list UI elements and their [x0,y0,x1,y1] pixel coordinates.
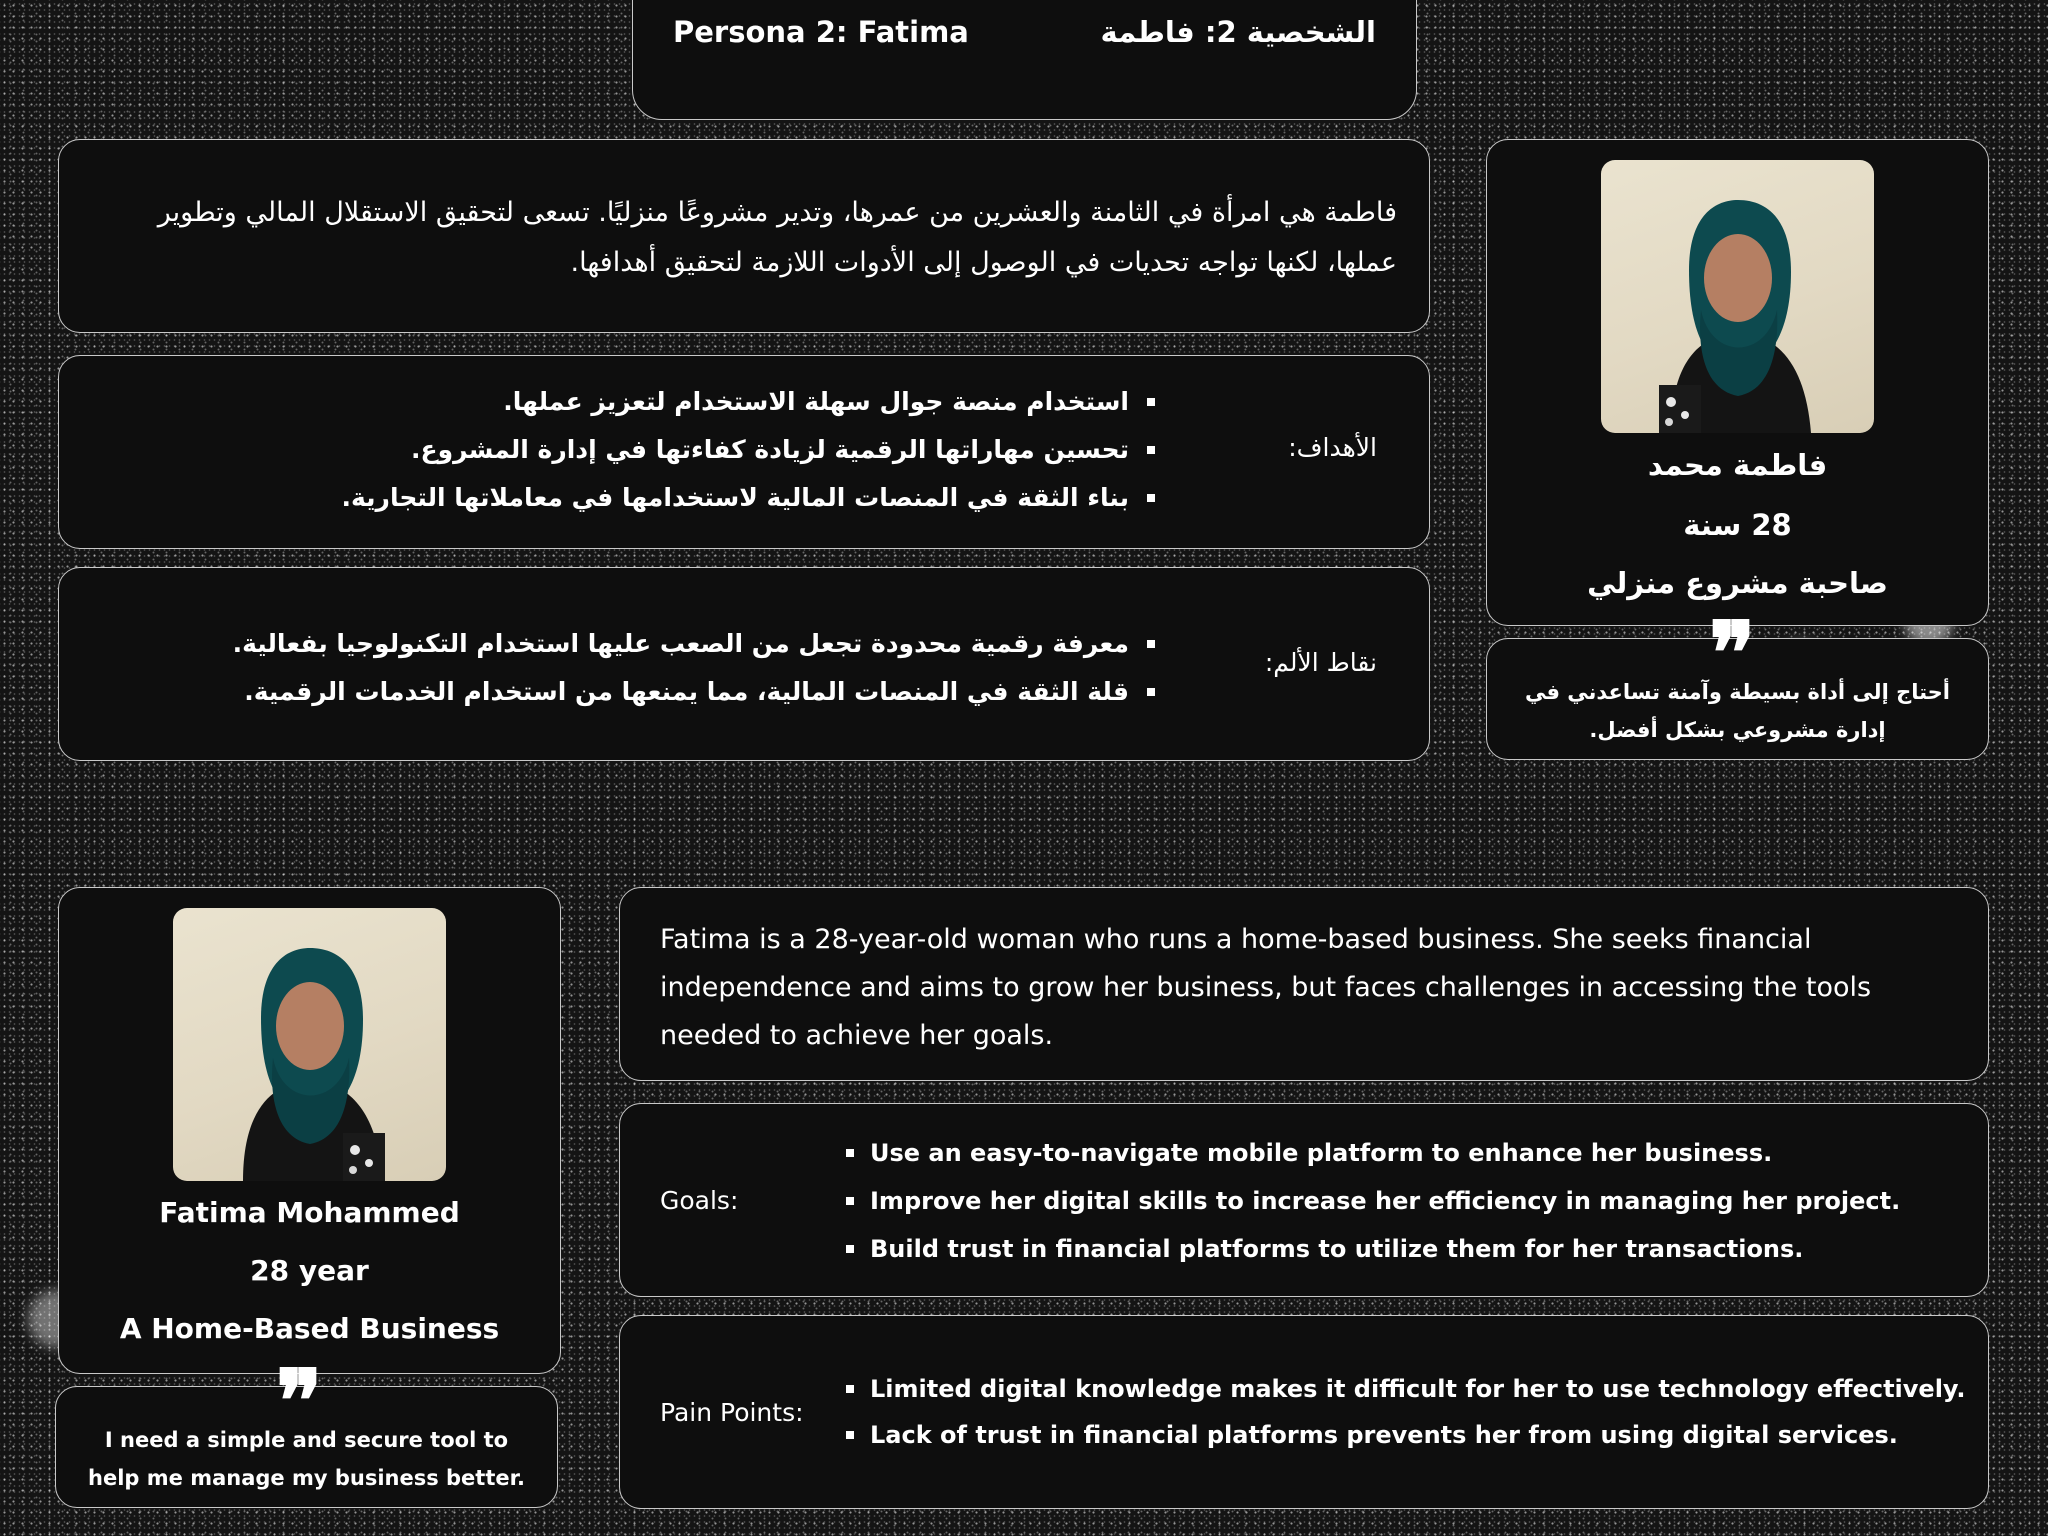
arabic-profile-name: فاطمة محمد [1647,448,1828,482]
english-pain-list [844,1366,1966,1458]
arabic-profile-age: 28 سنة [1683,508,1792,542]
english-goals-label: Goals: [660,1186,739,1215]
list-item: بناء الثقة في المنصات المالية لاستخدامها في معاملاتها التجارية. [342,474,1159,522]
list-item: Lack of trust in financial platforms prevents her from using digital services. [844,1412,1966,1458]
arabic-quote-card [1486,603,1989,760]
english-description-text: Fatima is a 28-year-old woman who runs a home-based business. She seeks financial independence and aims to grow her business, but faces challenges in accessing the tools needed to achieve her goals. [660,924,1872,1051]
avatar [1601,160,1874,433]
english-pain-card [619,1315,1989,1509]
arabic-profile-role: صاحبة مشروع منزلي [1587,566,1888,600]
list-item: Limited digital knowledge makes it difficult for her to use technology effectively. [844,1366,1966,1412]
arabic-description-card [58,139,1430,333]
list-item: Build trust in financial platforms to utilize them for her transactions. [844,1225,1900,1273]
english-quote-text: I need a simple and secure tool to help me manage my business better. [88,1428,525,1490]
english-pain-label: Pain Points: [660,1398,804,1427]
quote-icon: ❞ [276,1351,323,1452]
arabic-pain-card [58,567,1430,761]
list-item: Use an easy-to-navigate mobile platform to enhance her business. [844,1129,1900,1177]
list-item: قلة الثقة في المنصات المالية، مما يمنعها من استخدام الخدمات الرقمية. [233,668,1159,716]
english-profile-age: 28 year [250,1254,369,1287]
arabic-profile-card [1486,139,1989,626]
arabic-description-text: فاطمة هي امرأة في الثامنة والعشرين من عمرها، وتدير مشروعًا منزليًا. تسعى لتحقيق الاستقلال المالي وتطوير عملها، لكنها تواجه تحديات في الوصول إلى الأدوات اللازمة لتحقيق أهدافها. [157,197,1397,278]
quote-icon: ❞ [1709,603,1756,704]
arabic-goals-label: الأهداف: [1288,433,1377,462]
page-title-ar: الشخصية 2: فاطمة [1100,15,1376,49]
list-item: تحسين مهاراتها الرقمية لزيادة كفاءتها في إدارة المشروع. [342,426,1159,474]
arabic-quote-text: أحتاج إلى أداة بسيطة وآمنة تساعدني في إدارة مشروعي بشكل أفضل. [1524,680,1950,742]
list-item: معرفة رقمية محدودة تجعل من الصعب عليها استخدام التكنولوجيا بفعالية. [233,620,1159,668]
english-goals-list [844,1129,1900,1273]
english-quote-card [55,1351,558,1508]
english-description-card [619,887,1989,1081]
avatar-photo [173,908,446,1181]
english-goals-card [619,1103,1989,1297]
arabic-pain-list [233,620,1159,716]
header-title-box [632,0,1417,120]
arabic-goals-card [58,355,1430,549]
english-profile-role: A Home-Based Business [119,1312,500,1345]
list-item: Improve her digital skills to increase her efficiency in managing her project. [844,1177,1900,1225]
list-item: استخدام منصة جوال سهلة الاستخدام لتعزيز عملها. [342,378,1159,426]
english-profile-name: Fatima Mohammed [159,1196,460,1229]
avatar-photo [1601,160,1874,433]
avatar [173,908,446,1181]
arabic-goals-list [342,378,1159,522]
english-profile-card [58,887,561,1374]
arabic-pain-label: نقاط الألم: [1264,648,1377,677]
page-title-en: Persona 2: Fatima [673,15,969,49]
